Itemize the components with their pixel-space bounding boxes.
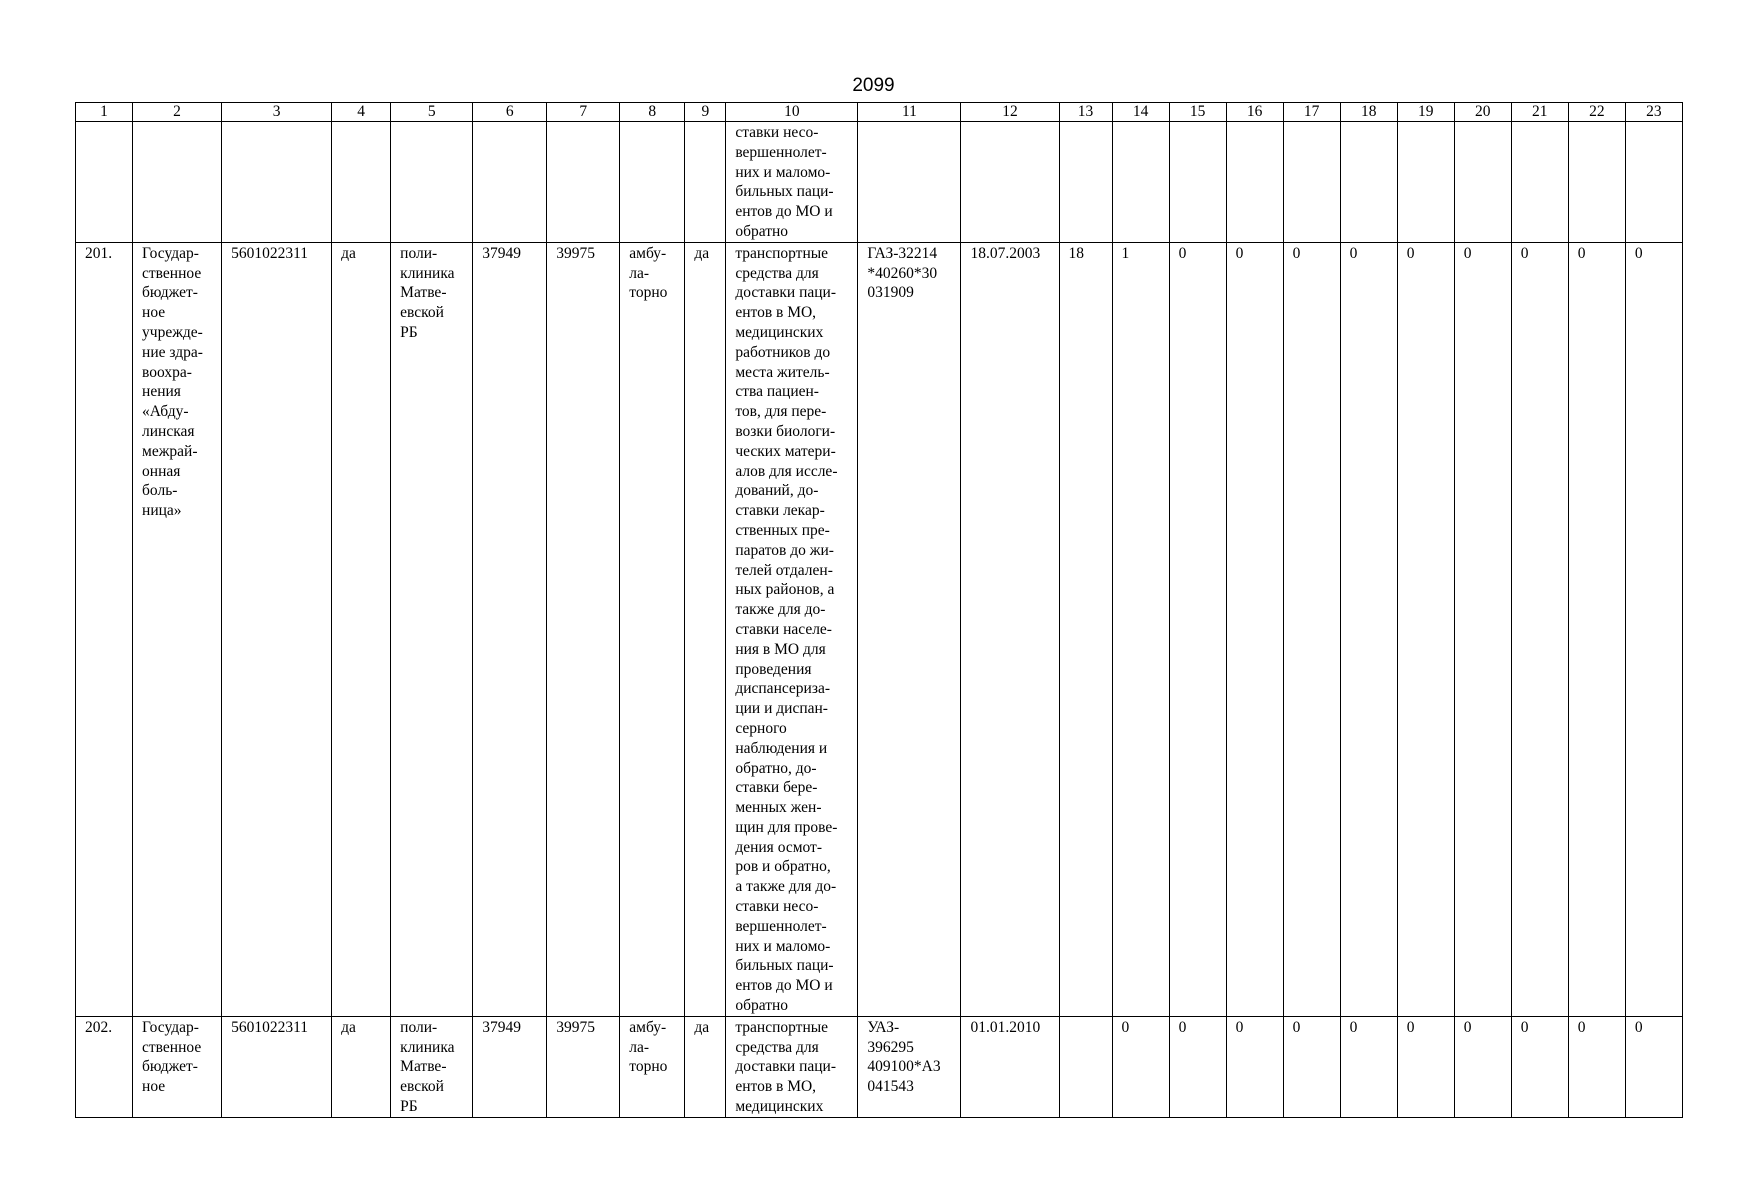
column-header: 2 <box>133 103 222 122</box>
cell-col-20: 0 <box>1454 242 1511 1016</box>
cell-col-14 <box>1112 122 1169 243</box>
cell-col-6: 37949 <box>473 242 547 1016</box>
cell-col-13 <box>1059 122 1112 243</box>
cell-col-23: 0 <box>1625 1016 1682 1117</box>
cell-organization <box>133 122 222 243</box>
cell-date: 01.01.2010 <box>961 1016 1059 1117</box>
cell-subdivision: поли- клиника Матве- евской РБ <box>391 1016 473 1117</box>
cell-col-17: 0 <box>1283 1016 1340 1117</box>
registry-table <box>75 102 1683 1118</box>
column-header: 23 <box>1625 103 1682 122</box>
cell-organization: Государ- ственное бюджет- ное учрежде- ние здра- воохра- нения «Абду- линская межрай- онная боль- ница» <box>133 242 222 1016</box>
cell-col-13: 18 <box>1059 242 1112 1016</box>
cell-col-18: 0 <box>1340 242 1397 1016</box>
cell-col-15 <box>1169 122 1226 243</box>
cell-inn <box>222 122 332 243</box>
cell-col-17 <box>1283 122 1340 243</box>
column-header: 21 <box>1511 103 1568 122</box>
cell-col-23 <box>1625 122 1682 243</box>
cell-inn: 5601022311 <box>222 1016 332 1117</box>
cell-col-22: 0 <box>1568 1016 1625 1117</box>
cell-col-7: 39975 <box>547 242 620 1016</box>
column-header: 8 <box>620 103 685 122</box>
cell-col-15: 0 <box>1169 242 1226 1016</box>
table-row-continued <box>76 122 1683 243</box>
cell-col-20 <box>1454 122 1511 243</box>
cell-col-18 <box>1340 122 1397 243</box>
cell-col-14: 1 <box>1112 242 1169 1016</box>
cell-purpose: транспортные средства для доставки паци- ентов в МО, медицинских работников до места житель- ства пациен- тов, для пере- возки биологи- ческих матери- алов для иссле- дований, до- ставки лекар- ственных пре- паратов до жи- телей отдален- ных районов, а также для до- ставки населе- ния в МО для проведения диспансериза- ции и диспан- серного наблюдения и обратно, до- ставки бере- менных жен- щин для прове- дения осмот- ров и обратно, а также для до- ставки несо- вершеннолет- них и маломо- бильных паци- ентов до МО и обратно <box>726 242 858 1016</box>
cell-vehicle: ГАЗ-32214 *40260*30 031909 <box>858 242 961 1016</box>
cell-col-21: 0 <box>1511 1016 1568 1117</box>
column-header: 11 <box>858 103 961 122</box>
cell-inn: 5601022311 <box>222 242 332 1016</box>
cell-subdivision <box>391 122 473 243</box>
cell-purpose: транспортные средства для доставки паци- ентов в МО, медицинских <box>726 1016 858 1117</box>
cell-vehicle: УАЗ- 396295 409100*А3 041543 <box>858 1016 961 1117</box>
column-header: 1 <box>76 103 133 122</box>
cell-col-17: 0 <box>1283 242 1340 1016</box>
cell-col-4 <box>332 122 391 243</box>
column-header: 16 <box>1226 103 1283 122</box>
cell-col-21 <box>1511 122 1568 243</box>
cell-col-22 <box>1568 122 1625 243</box>
cell-col-9: да <box>685 1016 726 1117</box>
cell-organization: Государ- ственное бюджет- ное <box>133 1016 222 1117</box>
column-header: 15 <box>1169 103 1226 122</box>
cell-date: 18.07.2003 <box>961 242 1059 1016</box>
cell-col-18: 0 <box>1340 1016 1397 1117</box>
column-header: 18 <box>1340 103 1397 122</box>
cell-col-9 <box>685 122 726 243</box>
cell-col-19: 0 <box>1397 242 1454 1016</box>
column-header: 5 <box>391 103 473 122</box>
cell-col-6: 37949 <box>473 1016 547 1117</box>
cell-col-23: 0 <box>1625 242 1682 1016</box>
page-number: 2099 <box>852 75 895 96</box>
cell-col-9: да <box>685 242 726 1016</box>
column-header: 20 <box>1454 103 1511 122</box>
column-header: 9 <box>685 103 726 122</box>
column-header: 6 <box>473 103 547 122</box>
cell-care-form <box>620 122 685 243</box>
cell-col-15: 0 <box>1169 1016 1226 1117</box>
cell-col-14: 0 <box>1112 1016 1169 1117</box>
column-header: 22 <box>1568 103 1625 122</box>
column-header: 12 <box>961 103 1059 122</box>
cell-col-16: 0 <box>1226 1016 1283 1117</box>
cell-col-21: 0 <box>1511 242 1568 1016</box>
cell-date <box>961 122 1059 243</box>
cell-col-7: 39975 <box>547 1016 620 1117</box>
cell-care-form: амбу- ла- торно <box>620 242 685 1016</box>
cell-col-7 <box>547 122 620 243</box>
cell-row-number <box>76 122 133 243</box>
cell-col-4: да <box>332 242 391 1016</box>
cell-col-19: 0 <box>1397 1016 1454 1117</box>
cell-col-6 <box>473 122 547 243</box>
cell-col-13 <box>1059 1016 1112 1117</box>
cell-row-number: 201. <box>76 242 133 1016</box>
cell-subdivision: поли- клиника Матве- евской РБ <box>391 242 473 1016</box>
column-header: 19 <box>1397 103 1454 122</box>
cell-col-16 <box>1226 122 1283 243</box>
cell-col-20: 0 <box>1454 1016 1511 1117</box>
column-header: 14 <box>1112 103 1169 122</box>
cell-purpose: ставки несо- вершеннолет- них и маломо- бильных паци- ентов до МО и обратно <box>726 122 858 243</box>
column-header: 17 <box>1283 103 1340 122</box>
cell-col-16: 0 <box>1226 242 1283 1016</box>
column-header: 7 <box>547 103 620 122</box>
cell-col-22: 0 <box>1568 242 1625 1016</box>
cell-col-4: да <box>332 1016 391 1117</box>
column-number-header-row <box>76 103 1683 122</box>
cell-vehicle <box>858 122 961 243</box>
column-header: 3 <box>222 103 332 122</box>
cell-row-number: 202. <box>76 1016 133 1117</box>
table-row-201 <box>76 242 1683 1016</box>
cell-care-form: амбу- ла- торно <box>620 1016 685 1117</box>
column-header: 13 <box>1059 103 1112 122</box>
cell-col-19 <box>1397 122 1454 243</box>
table-row-202 <box>76 1016 1683 1117</box>
column-header: 4 <box>332 103 391 122</box>
column-header: 10 <box>726 103 858 122</box>
